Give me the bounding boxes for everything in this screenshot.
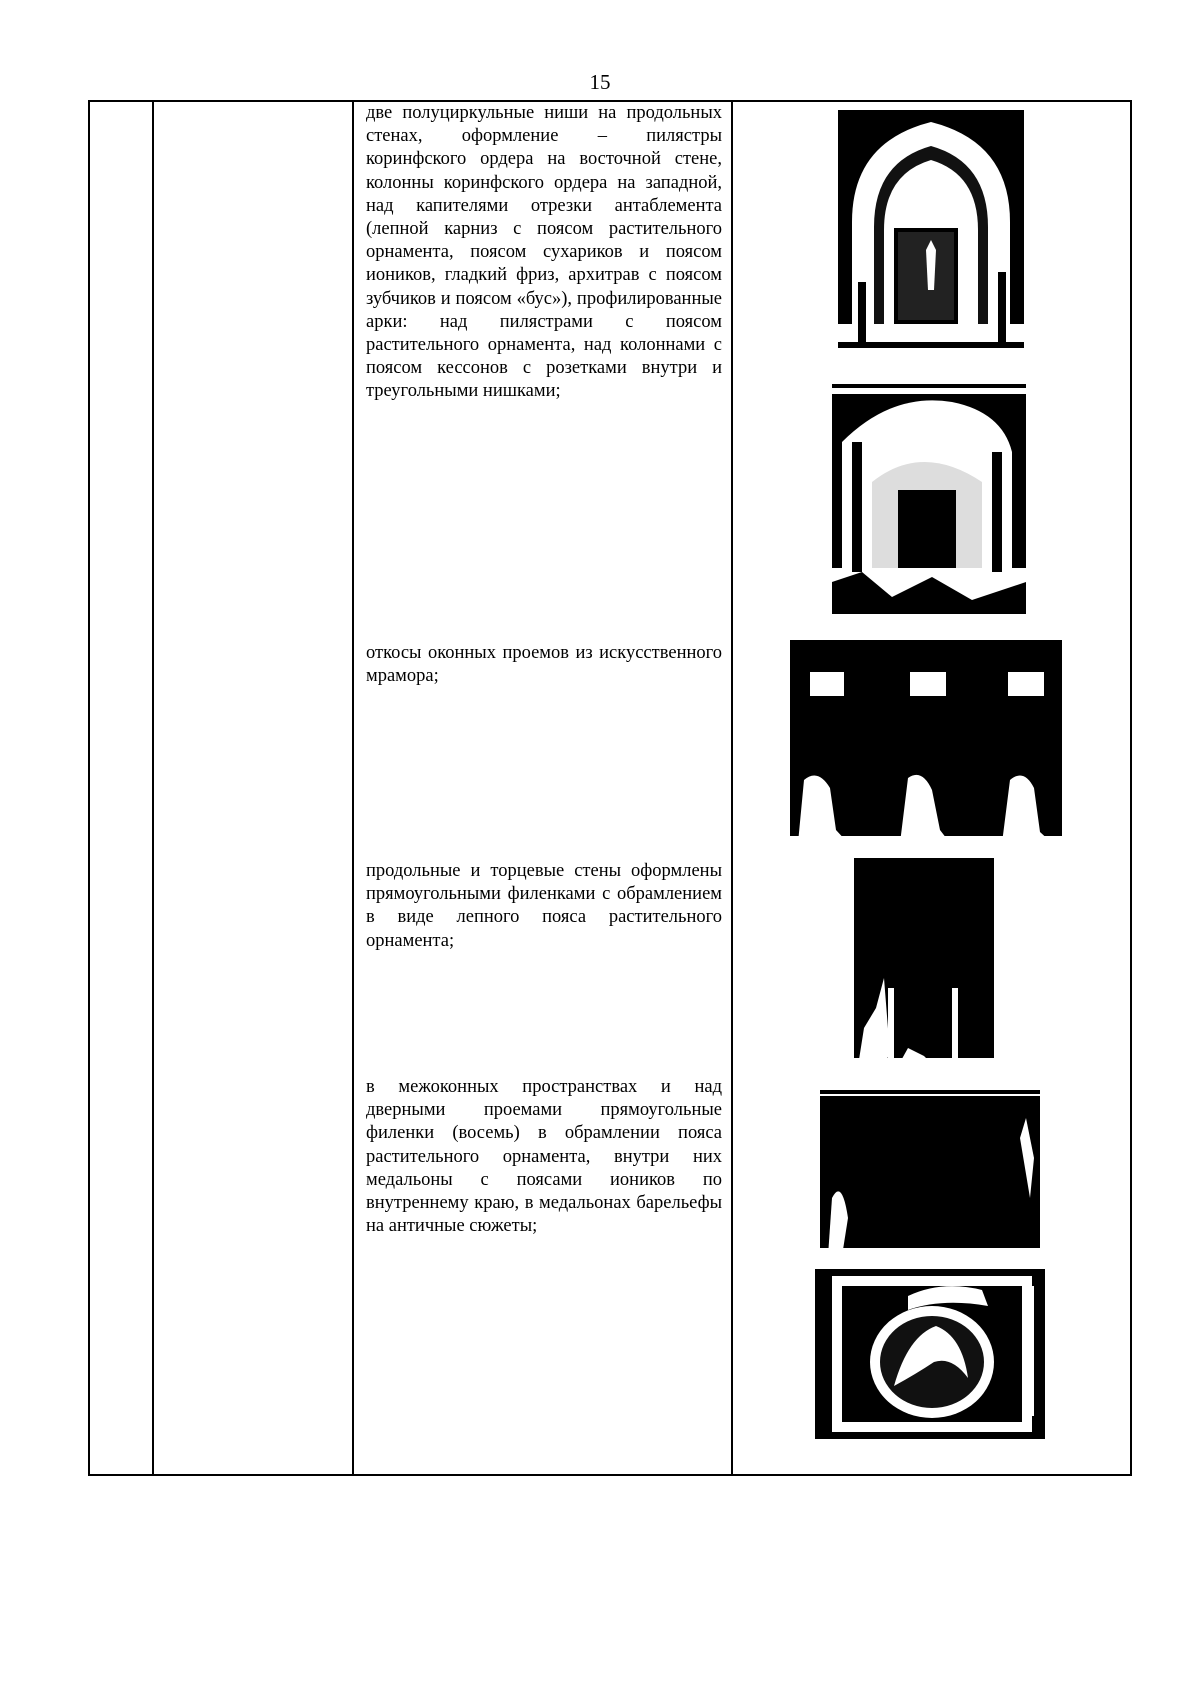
photo-niche-west-wall-icon: [832, 372, 1026, 614]
photo-medallion-bas-relief-icon: [812, 1266, 1048, 1442]
table-cell-text-window-reveals: откосы оконных проемов из искусственного мрамора;: [366, 643, 722, 687]
photo-niche-east-wall-icon: [838, 102, 1024, 360]
table-cell-text-medallions: в межоконных пространствах и над дверными проемами прямоугольные филенки (восемь) в обрамлении пояса растительного орнамента, внутри них медальоны с поясами иоников по внутреннему краю, в медальонах барельефы на античные сюжеты;: [366, 1077, 722, 1237]
page-number: 15: [589, 70, 611, 94]
table-column-divider: [731, 102, 733, 1474]
photo-inter-window-panel-icon: [820, 1078, 1040, 1256]
document-table: [88, 100, 1132, 1476]
table-cell-text-niches: две полуциркульные ниши на продольных стенах, оформление – пилястры коринфского ордера на восточной стене, колонны коринфского ордера на западной, над капителями отрезки антаблемента (лепной карниз с поясом растительного орнамента, поясом сухариков и поясом иоников, гладкий фриз, архитрав с поясом зубчиков и поясом «бус»), профилированные арки: над пилястрами с поясом растительного орнамента, над колоннами с поясом кессонов с розетками внутри и треугольными нишками;: [366, 103, 722, 402]
photo-wall-panels-icon: [854, 858, 994, 1066]
photo-window-reveals-icon: [790, 640, 1062, 843]
table-column-divider: [352, 102, 354, 1474]
table-column-divider: [152, 102, 154, 1474]
table-cell-text-wall-panels: продольные и торцевые стены оформлены прямоугольными филенками с обрамлением в виде лепного пояса растительного орнамента;: [366, 861, 722, 951]
